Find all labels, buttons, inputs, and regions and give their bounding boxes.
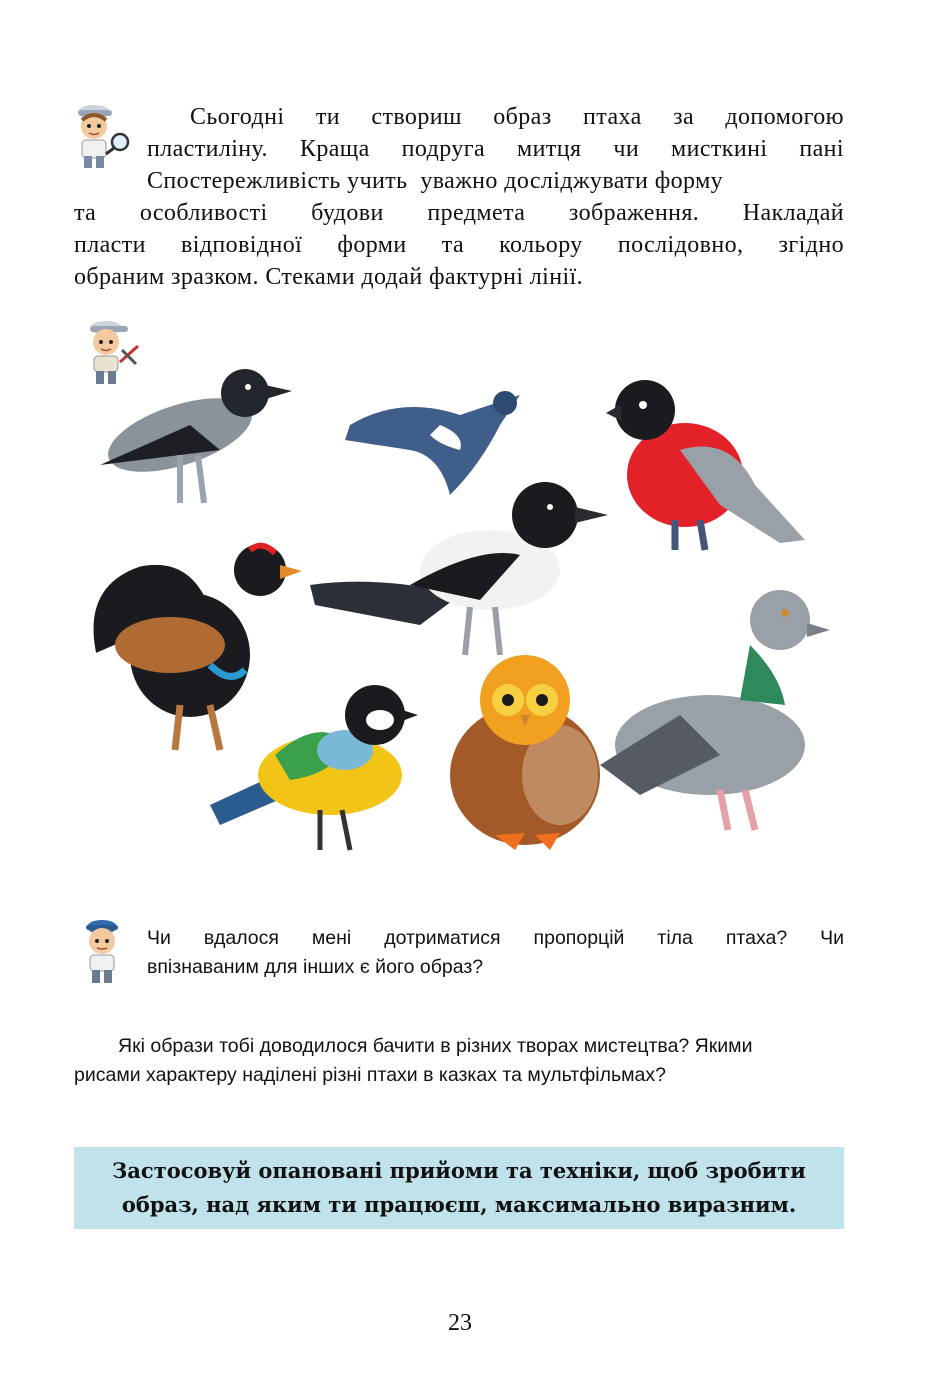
page-number: 23 (448, 1310, 472, 1336)
discussion-line-2: рисами характеру наділені різні птахи в казках та мультфільмах? (74, 1064, 666, 1086)
pigeon-figure (600, 590, 830, 830)
intro-line-1: Сьогодні ти створиш образ птаха за допомогою (190, 104, 844, 130)
boy-thinking-icon (78, 915, 130, 987)
intro-line-4: та особливості будови предмета зображення. Накладай (74, 200, 844, 226)
magpie-figure (310, 482, 608, 655)
great-tit-figure (210, 685, 418, 850)
discussion-line-1: Які образи тобі доводилося бачити в різних творах мистецтва? Якими (118, 1035, 753, 1057)
reflection-line-2: впізнаваним для інших є його образ? (147, 956, 484, 978)
intro-line-5: пласти відповідної форми та кольору послідовно, згідно (74, 232, 844, 258)
intro-line-2: пластиліну. Краща подруга митця чи мисткині пані (147, 136, 844, 162)
banner-line-1: Застосовуй опановані прийоми та техніки, щоб зробити (112, 1158, 806, 1183)
boy-magnifier-icon (68, 98, 132, 172)
intro-line-3: Спостережливість учить уважно досліджувати форму (147, 168, 724, 194)
crow-figure (99, 369, 292, 503)
grouse-figure (92, 544, 302, 750)
plasticine-birds-illustration (80, 355, 840, 865)
owl-figure (450, 655, 600, 850)
reflection-line-1: Чи вдалося мені дотриматися пропорцій тіла птаха? Чи (147, 927, 844, 949)
bullfinch-figure (606, 380, 805, 550)
banner-line-2: образ, над яким ти працюєш, максимально виразним. (121, 1192, 797, 1217)
swallow-figure (345, 391, 520, 495)
task-banner (74, 1147, 844, 1229)
intro-line-6: обраним зразком. Стеками додай фактурні лінії. (74, 264, 584, 290)
